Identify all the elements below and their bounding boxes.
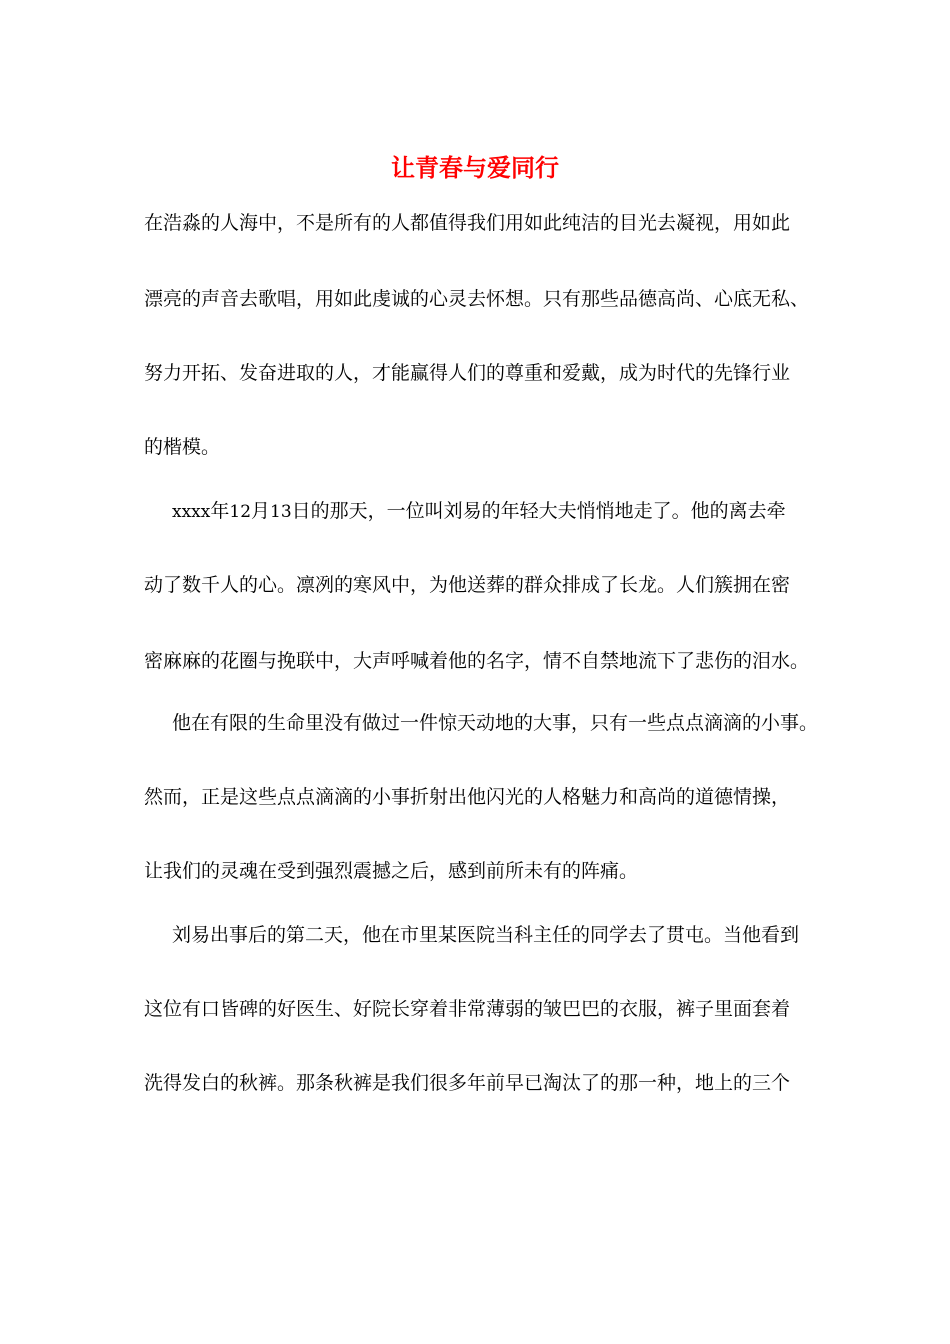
- date-year-char: 年: [210, 500, 230, 522]
- paragraph-2-line-3: 密麻麻的花圈与挽联中，大声呼喊着他的名字，情不自禁地流下了悲伤的泪水。: [144, 650, 810, 672]
- paragraph-4-line-2: 这位有口皆碑的好医生、好院长穿着非常薄弱的皱巴巴的衣服，裤子里面套着: [144, 998, 791, 1020]
- paragraph-2-line-2: 动了数千人的心。凛冽的寒风中，为他送葬的群众排成了长龙。人们簇拥在密: [144, 574, 791, 596]
- document-title: 让青春与爱同行: [391, 153, 559, 182]
- paragraph-1-line-3: 努力开拓、发奋进取的人，才能赢得人们的尊重和爱戴，成为时代的先锋行业: [144, 362, 791, 384]
- paragraph-4-line-1: 刘易出事后的第二天，他在市里某医院当科主任的同学去了贯屯。当他看到: [172, 924, 800, 946]
- paragraph-1-line-4: 的楷模。: [144, 436, 221, 458]
- paragraph-3-line-2: 然而，正是这些点点滴滴的小事折射出他闪光的人格魅力和高尚的道德情操，: [144, 786, 791, 808]
- paragraph-1-line-1: 在浩淼的人海中，不是所有的人都值得我们用如此纯洁的目光去凝视，用如此: [144, 212, 791, 234]
- paragraph-2-line-1-text: 日的那天，一位叫刘易的年轻大夫悄悄地走了。他的离去牵: [291, 500, 786, 522]
- paragraph-2-line-1: [172, 496, 786, 527]
- date-day-number: 13: [270, 502, 292, 522]
- paragraph-3-line-3: 让我们的灵魂在受到强烈震撼之后，感到前所未有的阵痛。: [144, 860, 639, 882]
- paragraph-1-line-2: 漂亮的声音去歌唱，用如此虔诚的心灵去怀想。只有那些品德高尚、心底无私、: [144, 288, 810, 310]
- date-placeholder-year: xxxx: [172, 502, 211, 522]
- paragraph-4-line-3: 洗得发白的秋裤。那条秋裤是我们很多年前早已淘汰了的那一种，地上的三个: [144, 1072, 791, 1094]
- paragraph-3-line-1: 他在有限的生命里没有做过一件惊天动地的大事，只有一些点点滴滴的小事。: [172, 712, 819, 734]
- date-month-number: 12: [229, 502, 252, 522]
- date-month-char: 月: [251, 500, 271, 522]
